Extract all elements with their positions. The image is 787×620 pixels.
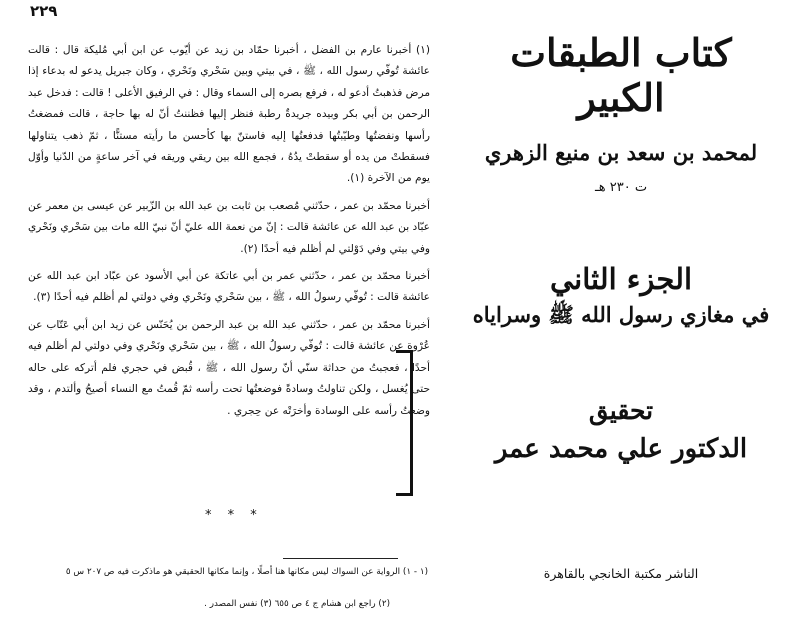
author-name: لمحمد بن سعد بن منيع الزهري [484, 140, 758, 165]
paragraph-2: أخبرنا محمّد بن عمر ، حدّثني مُصعب بن ثابت بن عبد الله بن الزّبير عن عيسى بن معمر عن عبّاد بن عبد الله عن عائشة قالت : إنّ من نعمة الله عليّ أنّ نبيّ الله مات بين سَحْري ونَحْري وفي بيتي وفي دَوْلتي لم أظلم فيه أحدًا (٢). [28, 199, 430, 255]
tahqiq-label: تحقيق [588, 396, 654, 425]
paragraph-4: أخبرنا محمّد بن عمر ، حدّثني عبد الله بن عبد الرحمن بن يُحَنّس عن زيد ابن أبي عَتّاب عن عُرْوة عن عائشة قالت : تُوفّي رسولُ الله ، ﷺ ، بين سَحْري ونَحْري وفي دولتي لم أظلم فيه أحدًا ، فعجبتُ من حداثة سنّي أنّ رسول الله ، ﷺ ، قُبض في حجري فلم أتركه على حاله حتى يُغسل ، ولكن تناولتُ وسادةً فوضعتُها تحت رأسه ثمّ قُمتُ مع النساء أصيحُ وألتدم ، وقد وضعتُ رأسه على الوسادة وأخرَتْه عن حِجري . [28, 318, 430, 417]
margin-bracket [396, 350, 413, 496]
volume-label: الجزء الثاني [549, 262, 693, 296]
hadith-text-column [28, 40, 430, 428]
paragraph-1: (١) أخبرنا عارم بن الفضل ، أخبرنا حمّاد بن زيد عن أيّوب عن ابن أبي مُليكة قال : قالت عائشة تُوفّي رسول الله ، ﷺ ، في بيتي وبين سَحْري ونَحْري ، وكان جبريل يدعو له بدعاء إذا مرض فذهبتُ أدعو له ، فرفع بصره إلى السماء وقال : في الرفيق الأعلى ! قالت : فدخل عبد الرحمن بن أبي بكر وبيده جريدةٌ رطبة فنظر إليها فظننتُ أنّ له بها حاجة ، قالت فمضغتُ رأسها ونفضتُها وطيّبتُها فدفعتُها إليه فاستنّ بها كأحسن ما رأيته مستنًّا ، ثمّ ذهب يتناولها فسقطتْ من يده أو سقطتْ يدُهُ ، فجمع الله بين ريقي وريقه في آخر ساعةٍ من الدّنيا وأوّل يوم من الآخرة (١). [28, 44, 430, 185]
volume-subject: في مغازي رسول الله ﷺ وسراياه [472, 302, 770, 327]
section-separator: * * * [205, 508, 263, 523]
death-date: ت ٢٣٠ هـ [594, 180, 648, 195]
footnote-rule [283, 558, 398, 559]
editor-name: الدكتور علي محمد عمر [494, 434, 748, 464]
footnote-1: (١ - ١) الرواية عن السواك ليس مكانها هنا أصلًا ، وإنما مكانها الحقيقي هو ماذكرت فيه ص ٢٠٧ س ٥ [65, 567, 428, 577]
book-title: كتاب الطبقات الكبير [510, 30, 732, 120]
page-number: ٢٢٩ [30, 2, 58, 20]
footnote-2: (٢) راجع ابن هشام ج ٤ ص ٦٥٥ (٣) نفس المصدر . [204, 599, 390, 609]
paragraph-3: أخبرنا محمّد بن عمر ، حدّثني عمر بن أبي عاتكة عن أبي الأسود عن عبّاد ابن عبد الله عن عائشة قالت : تُوفّي رسولُ الله ، ﷺ ، بين سَحْري ونَحْري وفي دولتي لم أظلم فيه أحدًا (٣). [28, 270, 430, 304]
publisher: الناشر مكتبة الخانجي بالقاهرة [543, 566, 699, 581]
